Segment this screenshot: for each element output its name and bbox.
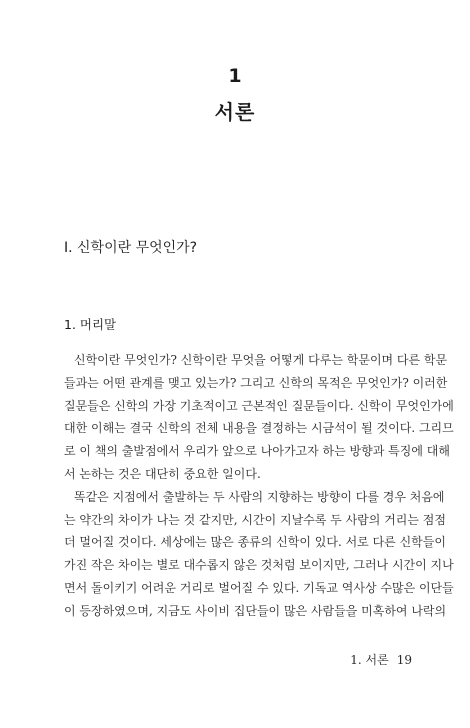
chapter-title: 서론 — [214, 100, 256, 124]
body-line: 면서 돌이키기 어려운 거리로 벌어질 수 있다. 기독교 역사상 수많은 이단들 — [64, 580, 454, 595]
body-line: 들과는 어떤 관계를 맺고 있는가? 그리고 신학의 목적은 무엇인가? 이러한 — [64, 375, 448, 390]
body-line: 똑같은 지점에서 출발하는 두 사람의 지향하는 방향이 다를 경우 처음에 — [74, 489, 445, 504]
subsection-heading: 1. 머리말 — [64, 317, 117, 332]
body-line: 서 논하는 것은 대단히 중요한 일이다. — [64, 466, 261, 481]
body-line: 대한 이해는 결국 신학의 전체 내용을 결정하는 시금석이 될 것이다. 그리므 — [64, 421, 454, 436]
page-number: 19 — [396, 653, 412, 667]
body-line: 는 약간의 차이가 나는 것 같지만, 시간이 지날수록 두 사람의 거리는 점점 — [64, 512, 446, 527]
body-line: 이 등장하였으며, 지금도 사이비 집단들이 많은 사람들을 미혹하여 나락의 — [64, 603, 447, 618]
running-head: 1. 서론 — [350, 653, 389, 667]
body-line: 질문들은 신학의 가장 기초적이고 근본적인 질문들이다. 신학이 무엇인가에 — [64, 398, 454, 413]
body-line: 신학이란 무엇인가? 신학이란 무엇을 어떻게 다루는 학문이며 다른 학문 — [74, 353, 448, 367]
body-line: 로 이 책의 출발점에서 우리가 앞으로 나아가고자 하는 방향과 특징에 대해 — [64, 444, 450, 459]
body-line: 가진 작은 차이는 별로 대수롭지 않은 것처럼 보이지만, 그러나 시간이 지나 — [64, 558, 454, 573]
chapter-number: 1 — [228, 65, 242, 87]
section-heading: I. 신학이란 무엇인가? — [64, 240, 198, 256]
body-line: 더 멀어질 것이다. 세상에는 많은 종류의 신학이 있다. 서로 다른 신학들이 — [64, 535, 446, 550]
body-text — [64, 349, 454, 623]
running-footer — [350, 651, 412, 668]
